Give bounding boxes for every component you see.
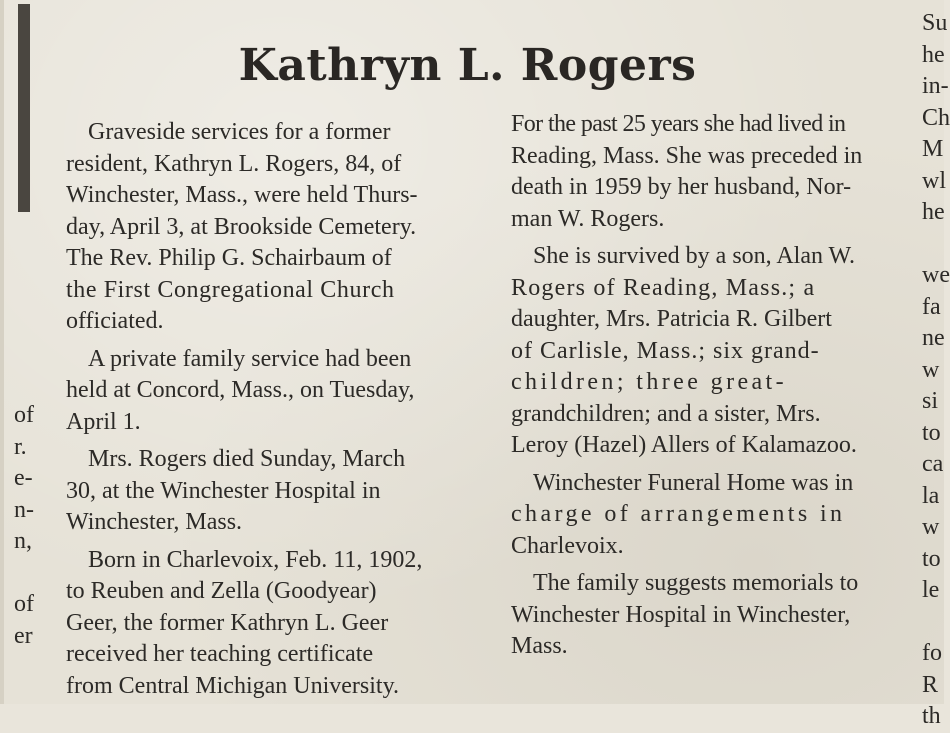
text-line: Graveside services for a former: [88, 119, 391, 145]
text-line: man W. Rogers.: [511, 205, 665, 232]
text-line: Geer, the former Kathryn L. Geer: [66, 609, 389, 636]
fragment-text: to: [922, 545, 941, 572]
fragment-text: of: [14, 591, 34, 617]
text-line: The Rev. Philip G. Schairbaum of: [66, 245, 392, 271]
fragment-text: fa: [922, 293, 941, 320]
text-line: Winchester Hospital in Winchester,: [511, 601, 851, 628]
fragment-text: R: [922, 671, 939, 698]
text-line: A private family service had been: [88, 345, 412, 372]
text-line: charge of arrangements in: [511, 501, 846, 527]
fragment-text: Su: [922, 10, 948, 36]
text-line: to Reuben and Zella (Goodyear): [66, 578, 377, 604]
text-line: The family suggests memorials to: [533, 570, 859, 596]
fragment-text: w: [922, 514, 940, 540]
fragment-text: th: [922, 703, 941, 729]
fragment-text: fo: [922, 640, 942, 666]
fragment-text: he: [922, 41, 945, 68]
fragment-text: si: [922, 388, 939, 414]
text-line: Winchester, Mass., were held Thurs-: [66, 182, 418, 208]
fragment-text: to: [922, 419, 941, 446]
text-line: officiated.: [66, 308, 164, 334]
text-line: received her teaching certificate: [66, 641, 374, 667]
text-line: Rogers of Reading, Mass.; a: [511, 274, 816, 301]
fragment-text: n-: [14, 496, 34, 523]
text-line: Charlevoix.: [511, 532, 624, 559]
fragment-text: ca: [922, 451, 944, 477]
fragment-text: w: [922, 356, 940, 383]
fragment-text: we: [922, 262, 950, 288]
text-line: April 1.: [66, 408, 141, 435]
text-line: day, April 3, at Brookside Cemetery.: [66, 213, 417, 240]
text-line: She is survived by a son, Alan W.: [533, 243, 855, 269]
fragment-text: he: [922, 199, 945, 225]
adjacent-column-right-fragments: [922, 8, 950, 733]
text-line: the First Congregational Church: [66, 276, 395, 303]
fragment-text: [922, 607, 944, 639]
fragment-text: M: [922, 136, 944, 162]
text-line: Mrs. Rogers died Sunday, March: [88, 446, 406, 472]
fragment-text: n,: [14, 528, 32, 554]
text-line: resident, Kathryn L. Rogers, 84, of: [66, 150, 402, 177]
fragment-text: Ch: [922, 104, 950, 131]
text-line: from Central Michigan University.: [66, 672, 400, 699]
fragment-text: of: [14, 402, 34, 428]
text-line: For the past 25 years she had lived in: [511, 111, 846, 137]
text-line: Winchester Funeral Home was in: [533, 469, 854, 496]
text-line: Reading, Mass. She was preceded in: [511, 142, 863, 169]
adjacent-column-left-fragments: [14, 400, 40, 652]
text-line: Born in Charlevoix, Feb. 11, 1902,: [88, 546, 423, 573]
text-line: grandchildren; and a sister, Mrs.: [511, 400, 821, 427]
obituary-left-column: [66, 117, 461, 702]
text-line: held at Concord, Mass., on Tuesday,: [66, 377, 415, 403]
obituary-title: Kathryn L. Rogers: [238, 40, 697, 91]
text-line: 30, at the Winchester Hospital in: [66, 477, 381, 504]
text-line: daughter, Mrs. Patricia R. Gilbert: [511, 306, 832, 332]
fragment-text: er: [14, 622, 33, 649]
text-line: Winchester, Mass.: [66, 509, 243, 535]
fragment-text: wl: [922, 167, 946, 194]
paper-edge: [0, 0, 4, 704]
fragment-text: in-: [922, 73, 949, 99]
fragment-text: r.: [14, 433, 27, 460]
fragment-text: [14, 558, 40, 590]
fragment-text: le: [922, 577, 940, 603]
fragment-text: [922, 229, 944, 261]
text-line: Leroy (Hazel) Allers of Kalamazoo.: [511, 432, 857, 458]
column-rule-bar: [18, 4, 30, 212]
obituary-middle-column: [511, 109, 906, 663]
text-line: Mass.: [511, 633, 568, 659]
bleed-through-text: [200, 0, 880, 40]
text-line: death in 1959 by her husband, Nor-: [511, 174, 852, 200]
fragment-text: e-: [14, 465, 33, 491]
fragment-text: la: [922, 482, 940, 509]
text-line: children; three great-: [511, 369, 788, 395]
fragment-text: ne: [922, 325, 945, 351]
text-line: of Carlisle, Mass.; six grand-: [511, 337, 820, 364]
